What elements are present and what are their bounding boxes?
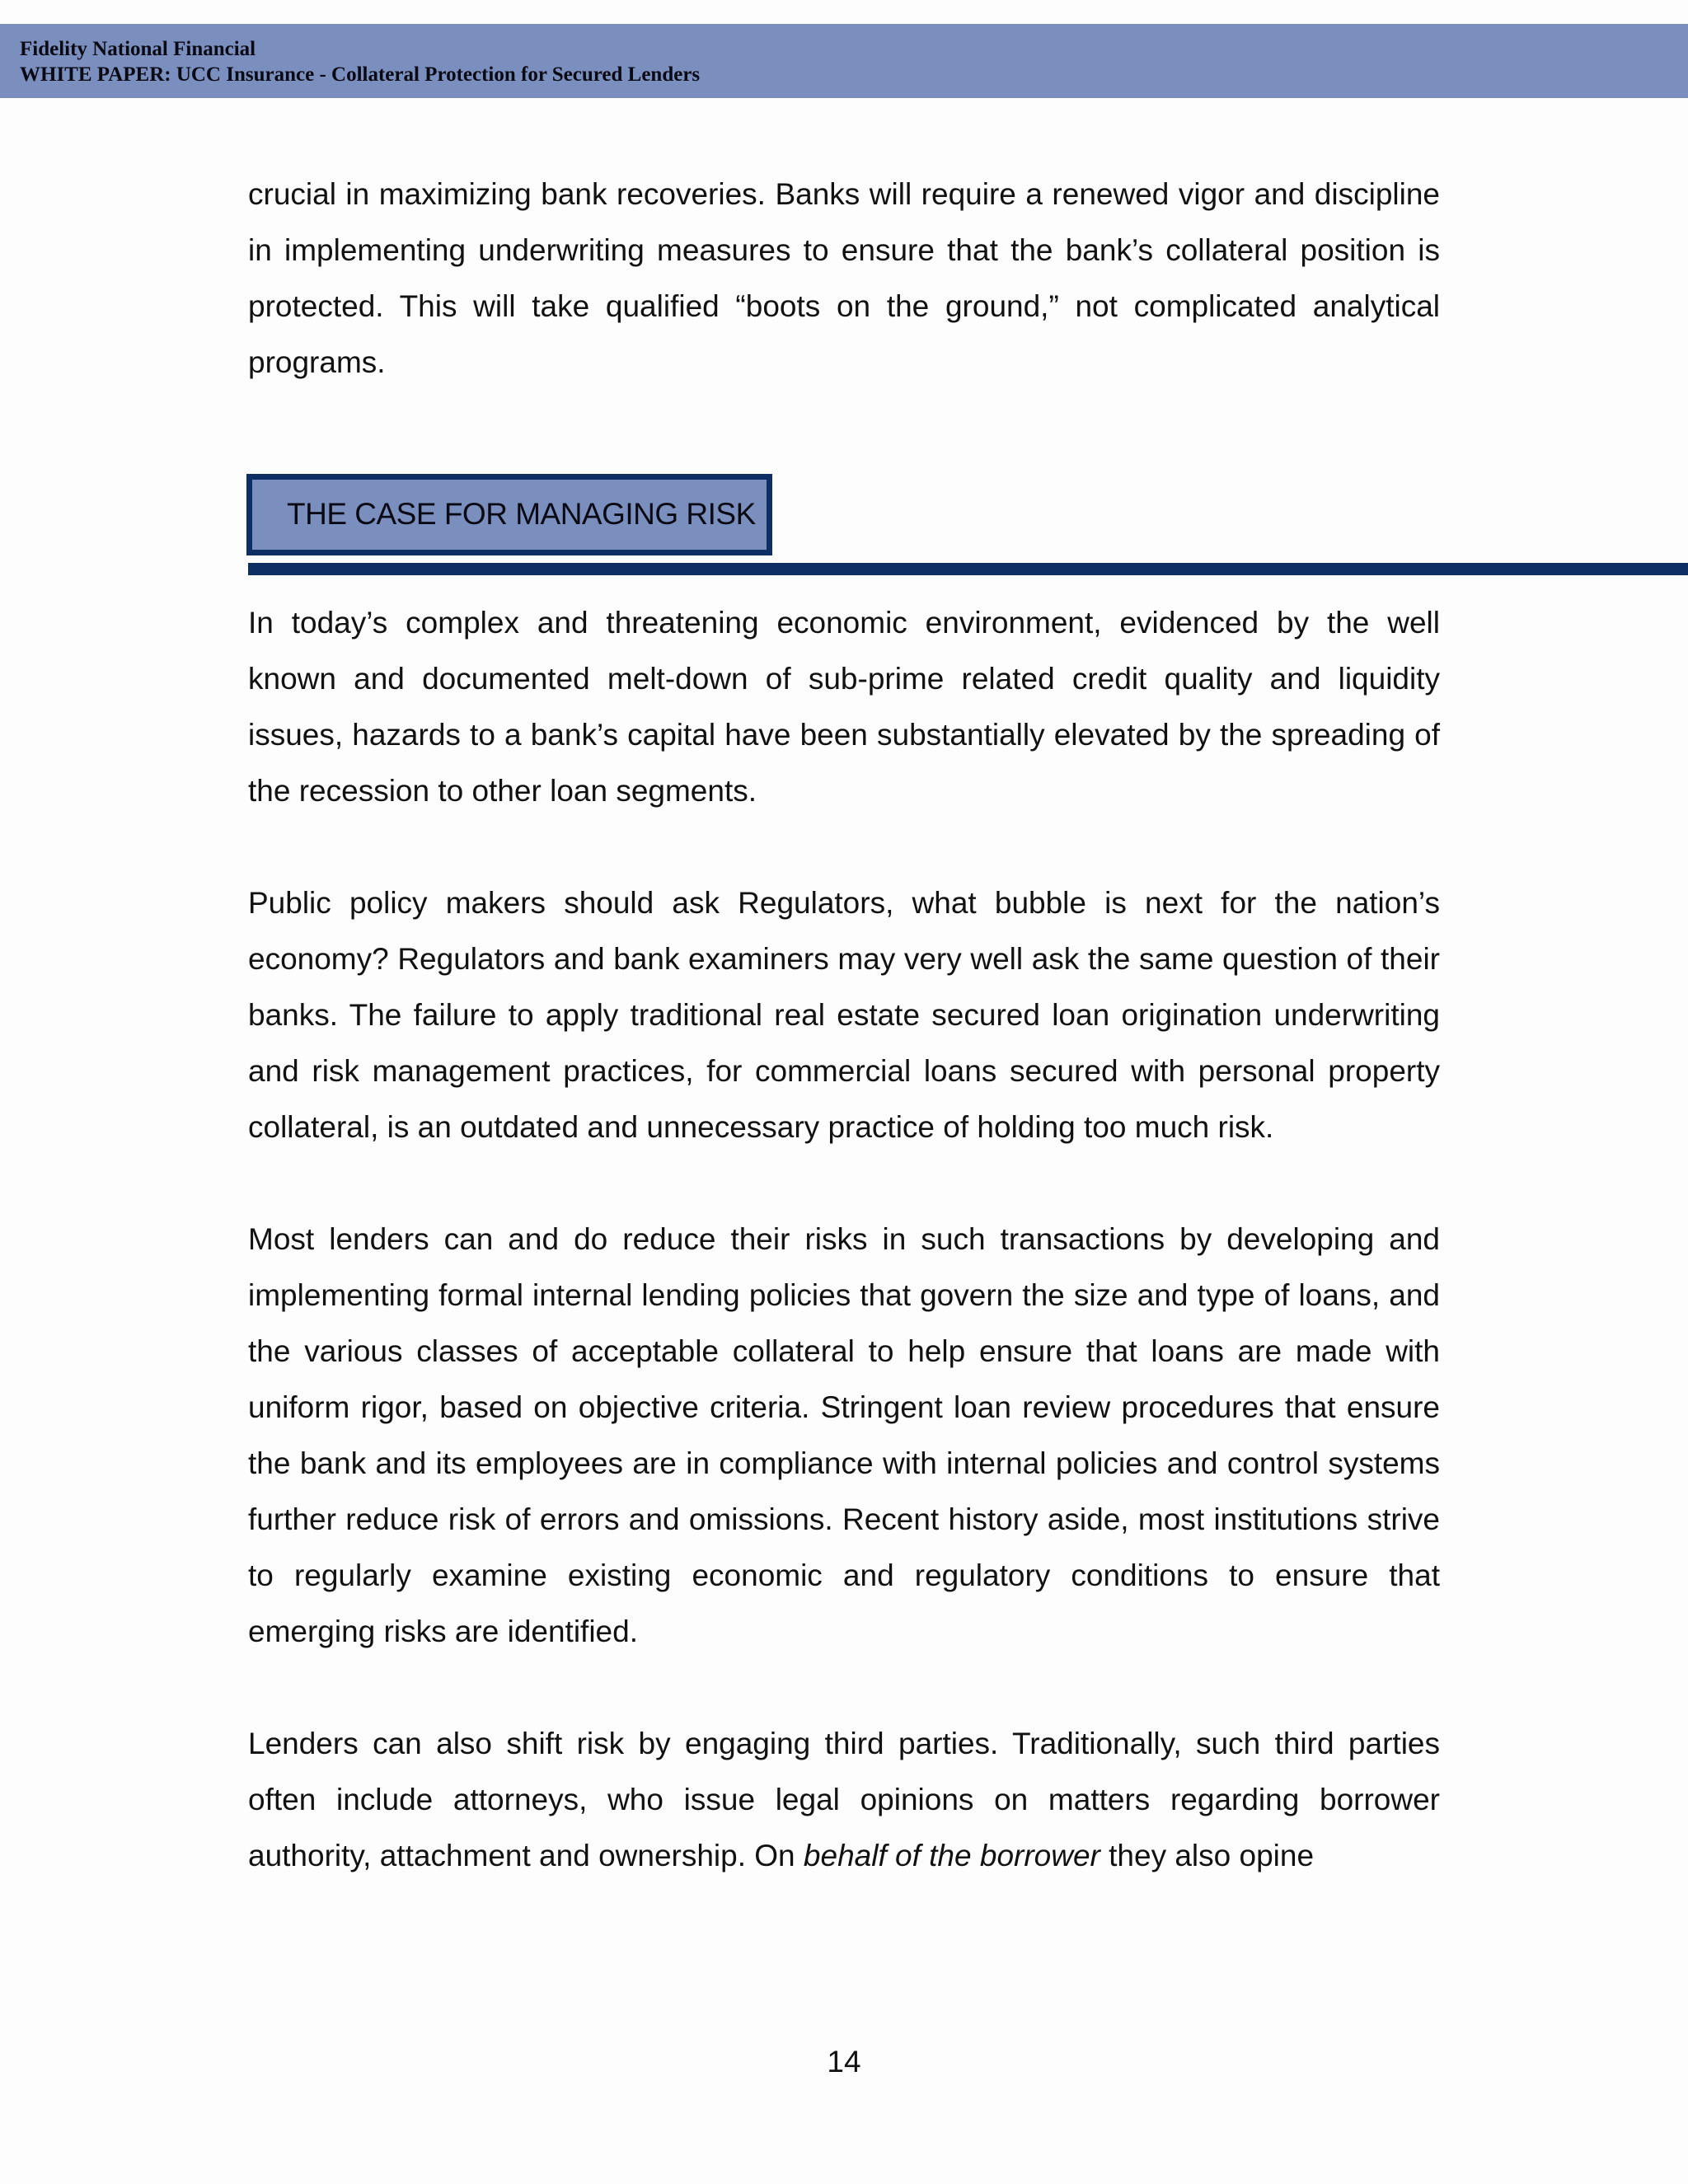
- section-divider-rule: [248, 563, 1688, 575]
- paragraph-4-text-start: Lenders can also shift risk by engaging third parties. Traditionally, such third parties often include attorneys, who issue legal opinions on matters regarding borrower authority, attachment and ownership. On: [248, 1727, 1440, 1872]
- body-paragraph-2: Public policy makers should ask Regulators, what bubble is next for the nation’s economy? Regulators and bank examiners may very well ask the same question of their banks. The failure to apply traditional real estate secured loan origination underwriting and risk management practices, for commercial loans secured with personal property collateral, is an outdated and unnecessary practice of holding too much risk.: [248, 886, 1440, 1144]
- intro-paragraph: crucial in maximizing bank recoveries. Banks will require a renewed vigor and discipline in implementing underwriting measures to ensure that the bank’s collateral position is protected. This will take qualified “boots on the ground,” not complicated analytical programs.: [248, 177, 1440, 379]
- body-paragraph-3: Most lenders can and do reduce their risks in such transactions by developing and implementing formal internal lending policies that govern the size and type of loans, and the various classes of acceptable collateral to help ensure that loans are made with uniform rigor, based on objective criteria. Stringent loan review procedures that ensure the bank and its employees are in compliance with internal policies and control systems further reduce risk of errors and omissions. Recent history aside, most institutions strive to regularly examine existing economic and regulatory conditions to ensure that emerging risks are identified.: [248, 1222, 1440, 1648]
- body-paragraph-1: In today’s complex and threatening economic environment, evidenced by the well known and documented melt-down of sub-prime related credit quality and liquidity issues, hazards to a bank’s capital have been substantially elevated by the spreading of the recession to other loan segments.: [248, 606, 1440, 808]
- body-paragraph-4: [248, 1716, 1440, 1884]
- document-title: WHITE PAPER: UCC Insurance - Collateral Protection for Secured Lenders: [20, 63, 701, 86]
- paragraph-4-italic-phrase: behalf of the borrower: [803, 1839, 1100, 1872]
- section-body: [248, 595, 1440, 1884]
- intro-text-block: [248, 166, 1440, 391]
- company-name: Fidelity National Financial: [20, 38, 256, 60]
- section-heading-label: THE CASE FOR MANAGING RISK: [287, 497, 756, 531]
- document-header-banner: [0, 24, 1688, 98]
- page-number: 14: [827, 2045, 861, 2079]
- paragraph-4-text-end: they also opine: [1100, 1839, 1315, 1872]
- section-heading: [246, 474, 772, 555]
